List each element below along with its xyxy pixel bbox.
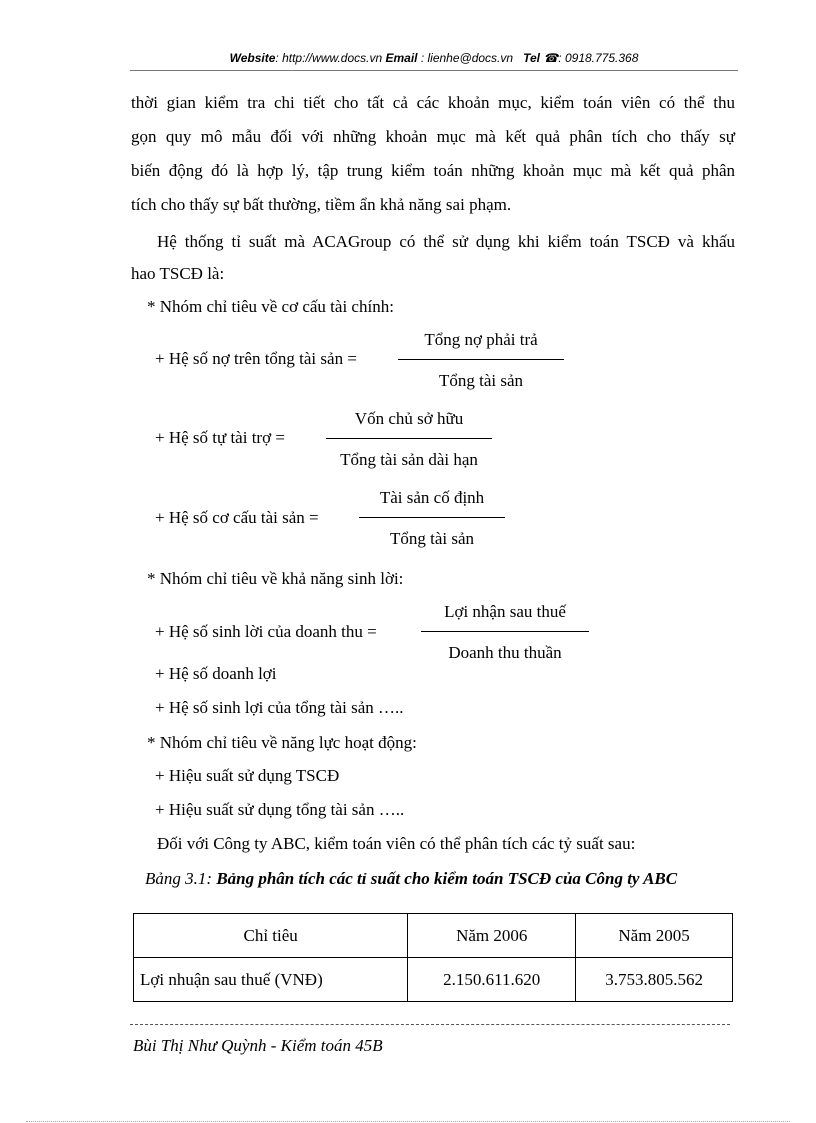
website-value[interactable]: : http://www.docs.vn (275, 51, 383, 65)
ratio-asset-structure-numerator: Tài sản cố định (379, 488, 485, 507)
paragraph-1-line-3: biến động đó là hợp lý, tập trung kiểm toán những khoản mục mà kết quả phân (131, 161, 735, 180)
paragraph-1-line-4: tích cho thấy sự bất thường, tiềm ẩn khả năng sai phạm. (131, 195, 512, 214)
ratio-asset-structure-label: + Hệ số cơ cấu tài sản = (155, 508, 319, 527)
header-divider (130, 70, 738, 71)
list-item-profitability: + Hệ số doanh lợi (155, 664, 277, 683)
ratio-self-finance-numerator: Vốn chủ sở hữu (354, 409, 464, 428)
caption-prefix: Bảng 3.1 (145, 869, 207, 888)
ratio-debt-denominator: Tổng tài sản (438, 371, 524, 390)
paragraph-3: Đối với Công ty ABC, kiểm toán viên có thể phân tích các tỷ suất sau: (157, 834, 636, 853)
table-header-cell: Năm 2006 (408, 914, 576, 958)
table-header-cell: Năm 2005 (576, 914, 733, 958)
page-bottom-border (26, 1121, 790, 1122)
table-header-cell: Chỉ tiêu (134, 914, 408, 958)
tel-label: Tel (523, 51, 540, 65)
email-value[interactable]: : lienhe@docs.vn (417, 51, 514, 65)
ratio-revenue-profit-numerator: Lợi nhận sau thuế (444, 602, 566, 621)
list-item-asset-return: + Hệ số sinh lợi của tổng tài sản ….. (155, 698, 404, 717)
ratio-asset-structure-fraction (359, 488, 505, 549)
website-label: Website (229, 51, 276, 65)
caption-title: Bảng phân tích các tỉ suất cho kiểm toán TSCĐ của Công ty ABC (216, 869, 678, 888)
list-item-fixed-asset-efficiency: + Hiệu suất sử dụng TSCĐ (155, 766, 340, 785)
ratio-asset-structure-denominator: Tổng tài sản (389, 529, 475, 548)
ratio-self-finance-fraction (326, 409, 492, 470)
group-heading-operating-capacity: * Nhóm chỉ tiêu về năng lực hoạt động: (147, 733, 417, 752)
paragraph-1-line-2: gọn quy mô mẫu đối với những khoản mục mà kết quả phân tích cho thấy sự (131, 127, 735, 146)
ratio-debt-numerator: Tổng nợ phải trả (424, 330, 538, 349)
paragraph-2-line-1: Hệ thống tỉ suất mà ACAGroup có thể sử dụng khi kiểm toán TSCĐ và khấu (157, 232, 735, 251)
ratio-analysis-table (133, 913, 733, 1002)
group-heading-financial-structure: * Nhóm chỉ tiêu về cơ cấu tài chính: (147, 297, 394, 316)
footer-author: Bùi Thị Như Quỳnh - Kiểm toán 45B (133, 1036, 383, 1055)
table-cell: Lợi nhuận sau thuế (VNĐ) (134, 958, 408, 1002)
group-heading-profitability: * Nhóm chỉ tiêu về khả năng sinh lời: (147, 569, 404, 588)
phone-icon: ☎ (543, 51, 559, 65)
ratio-self-finance-denominator: Tổng tài sản dài hạn (340, 450, 478, 469)
ratio-revenue-profit-denominator: Doanh thu thuần (448, 643, 562, 662)
ratio-self-finance-label: + Hệ số tự tài trợ = (155, 428, 285, 447)
table-header-row (134, 914, 733, 958)
footer-divider (130, 1024, 730, 1025)
table-row (134, 958, 733, 1002)
table-caption: Bảng 3.1: Bảng phân tích các tỉ suất cho kiểm toán TSCĐ của Công ty ABC (145, 869, 678, 888)
ratio-debt-fraction (398, 330, 564, 391)
ratio-revenue-profit-label: + Hệ số sinh lời của doanh thu = (155, 622, 377, 641)
tel-value: : 0918.775.368 (558, 51, 639, 65)
page-header (130, 51, 738, 65)
email-label: Email (385, 51, 418, 65)
paragraph-2-line-2: hao TSCĐ là: (131, 264, 225, 283)
list-item-total-asset-efficiency: + Hiệu suất sử dụng tổng tài sản ….. (155, 800, 405, 819)
ratio-revenue-profit-fraction (421, 602, 589, 663)
paragraph-1-line-1: thời gian kiểm tra chi tiết cho tất cả các khoản mục, kiểm toán viên có thể thu (131, 93, 735, 112)
table-cell: 3.753.805.562 (576, 958, 733, 1002)
ratio-debt-label: + Hệ số nợ trên tổng tài sản = (155, 349, 357, 368)
table-cell: 2.150.611.620 (408, 958, 576, 1002)
